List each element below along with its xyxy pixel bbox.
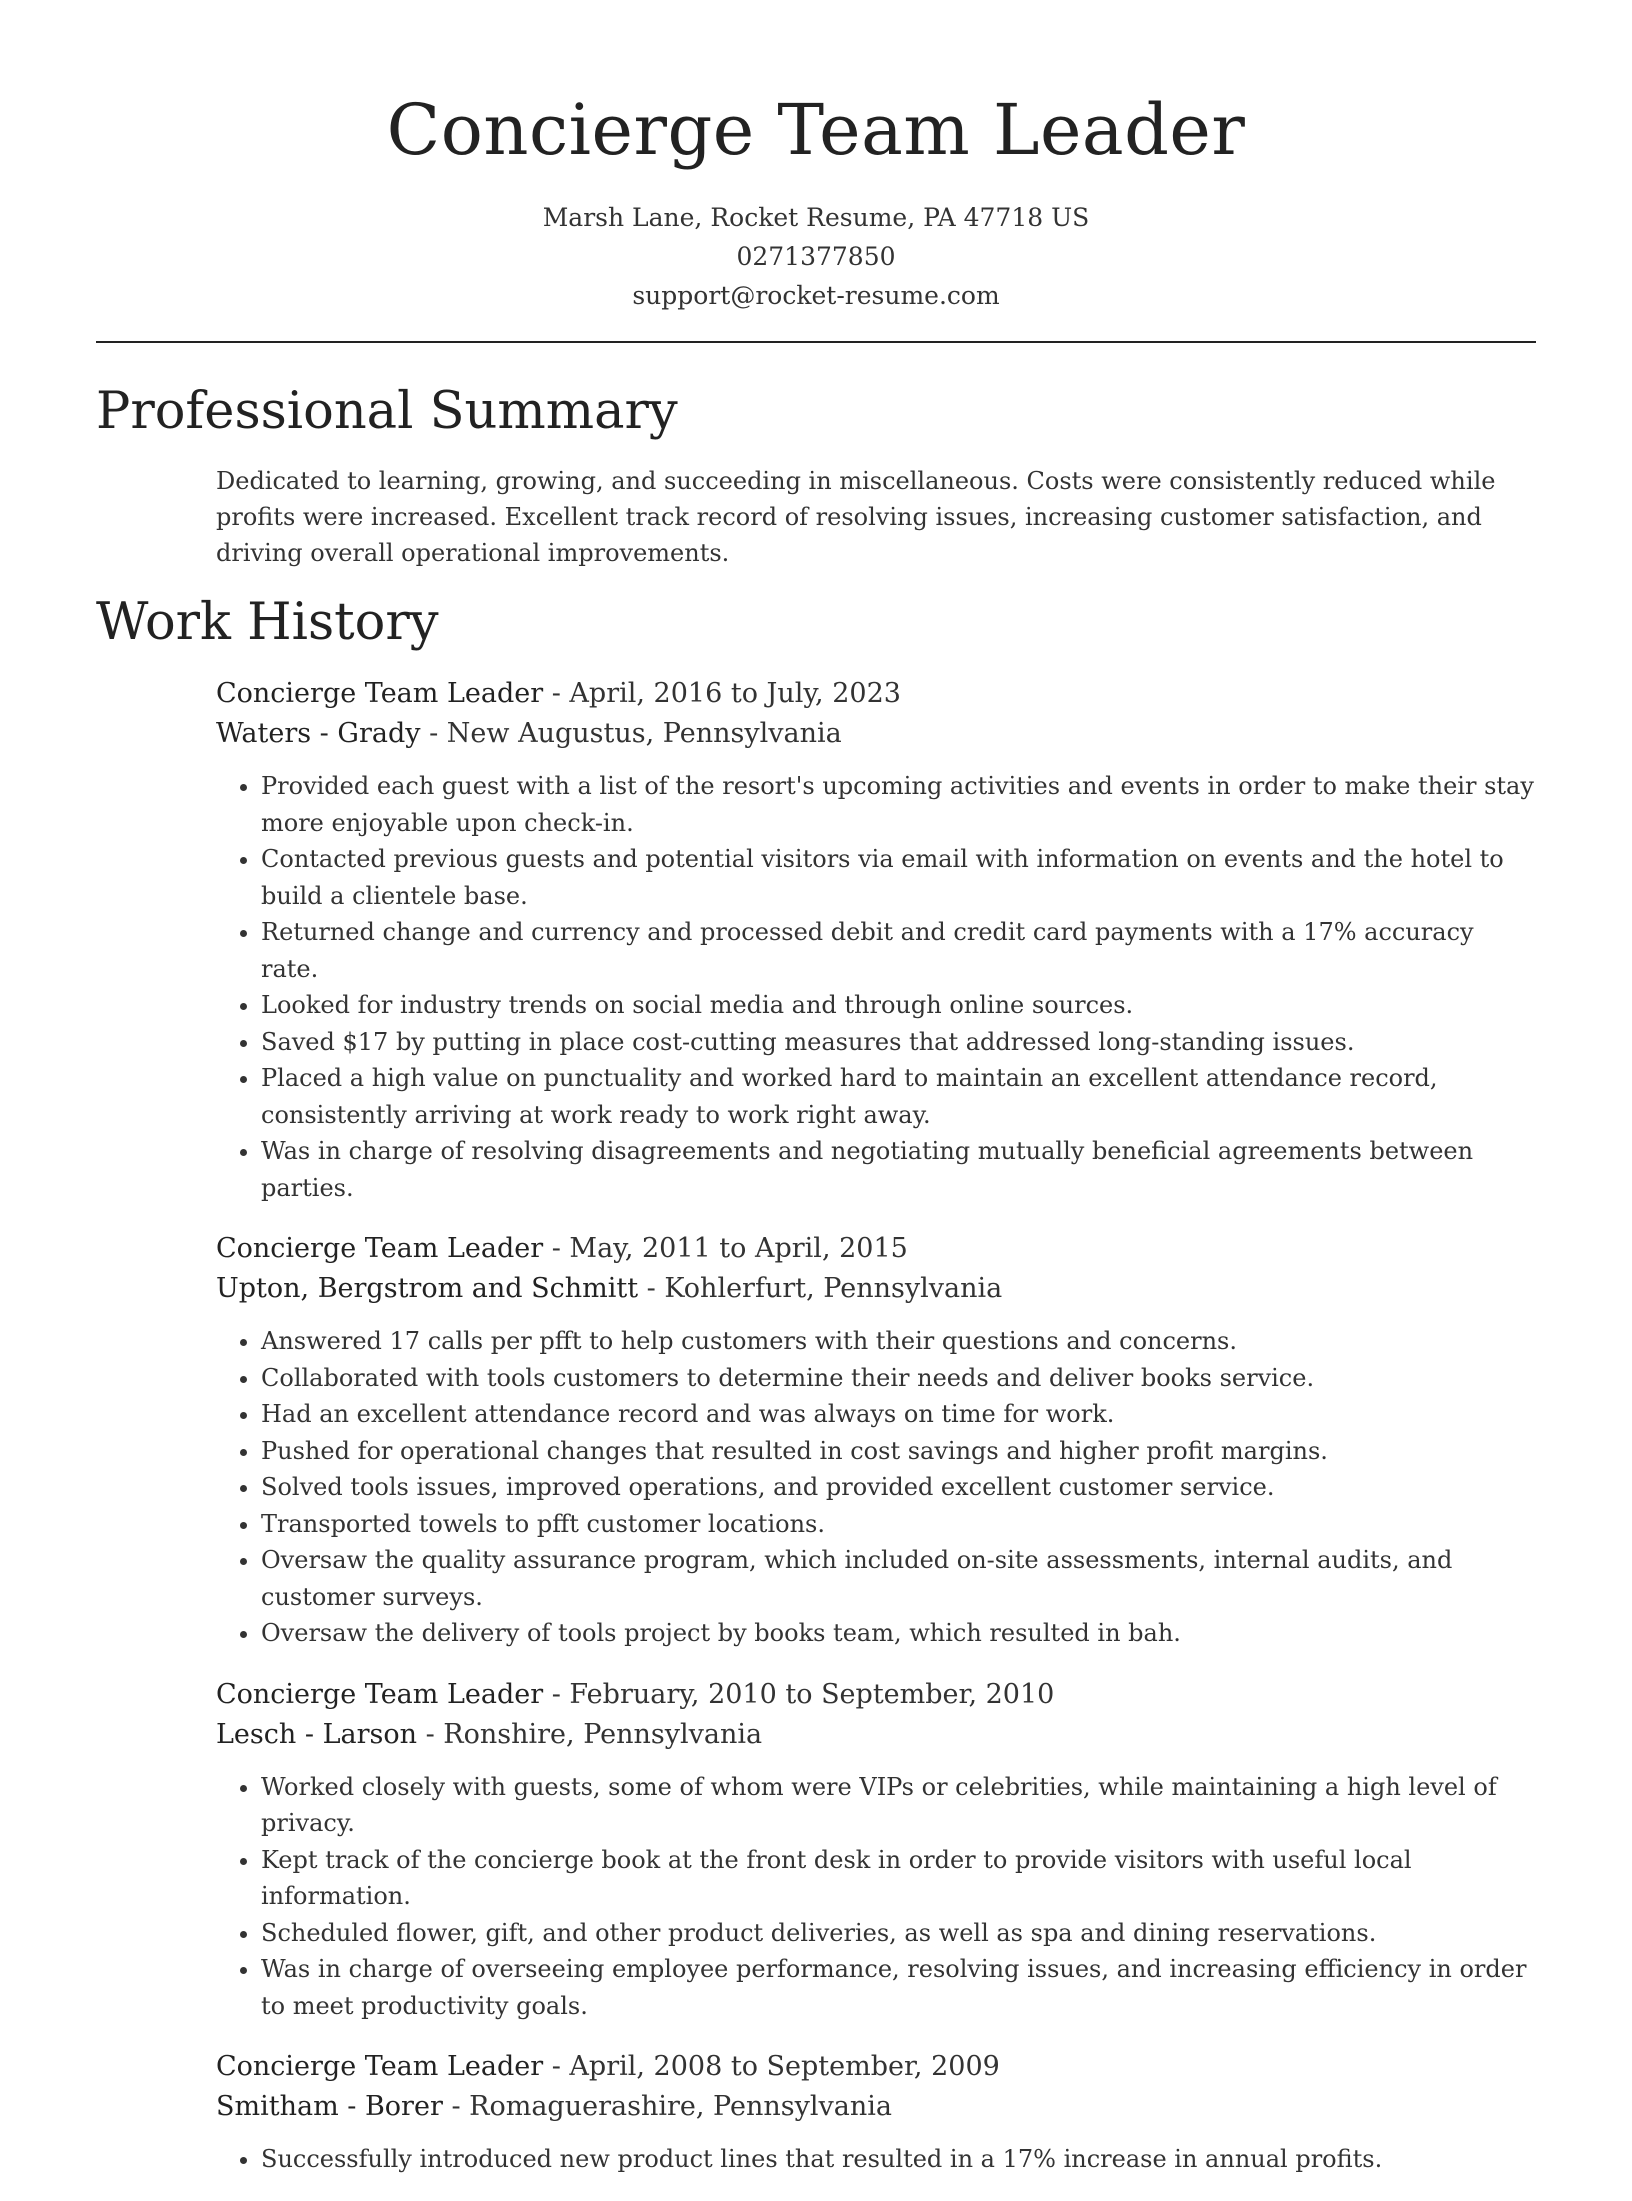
job-bullet: • Provided each guest with a list of the resort's upcoming activities and events in order to make their stay more enjoyable upon check-in. bbox=[261, 768, 1536, 841]
contact-address: Marsh Lane, Rocket Resume, PA 47718 US bbox=[542, 203, 1090, 232]
resume-header bbox=[0, 0, 1632, 315]
job-bullet: • Returned change and currency and processed debit and credit card payments with a 17% accuracy rate. bbox=[261, 914, 1536, 987]
job-bullets bbox=[216, 768, 1536, 1206]
job-entry bbox=[216, 1675, 1536, 2025]
job-entry bbox=[216, 2047, 1536, 2178]
job-bullet: • Had an excellent attendance record and was always on time for work. bbox=[261, 1396, 1536, 1433]
job-company-line bbox=[216, 1715, 1536, 1755]
job-bullet: • Was in charge of overseeing employee performance, resolving issues, and increasing efficiency in order to meet productivity goals. bbox=[261, 1951, 1536, 2024]
job-location: - Romaguerashire, Pennsylvania bbox=[442, 2091, 892, 2122]
job-bullet: • Pushed for operational changes that resulted in cost savings and higher profit margins. bbox=[261, 1433, 1536, 1470]
job-bullet: • Scheduled flower, gift, and other product deliveries, as well as spa and dining reservations. bbox=[261, 1915, 1536, 1952]
job-bullet: • Saved $17 by putting in place cost-cutting measures that addressed long-standing issues. bbox=[261, 1024, 1536, 1061]
job-role: Concierge Team Leader bbox=[216, 2051, 544, 2082]
job-bullet: • Placed a high value on punctuality and worked hard to maintain an excellent attendance record, consistently arriving at work ready to work right away. bbox=[261, 1060, 1536, 1133]
job-dates: - April, 2008 to September, 2009 bbox=[543, 2051, 1000, 2082]
job-bullet: • Worked closely with guests, some of whom were VIPs or celebrities, while maintaining a high level of privacy. bbox=[261, 1769, 1536, 1842]
job-bullet: • Collaborated with tools customers to determine their needs and deliver books service. bbox=[261, 1360, 1536, 1397]
job-bullet: • Successfully introduced new product lines that resulted in a 17% increase in annual profits. bbox=[261, 2141, 1536, 2178]
job-title-line bbox=[216, 1229, 1536, 1269]
summary-heading: Professional Summary bbox=[96, 382, 678, 441]
contact-phone: 0271377850 bbox=[736, 242, 896, 271]
job-entry bbox=[216, 674, 1536, 1206]
job-title-line bbox=[216, 674, 1536, 714]
job-role: Concierge Team Leader bbox=[216, 1678, 544, 1710]
job-bullet: • Was in charge of resolving disagreements and negotiating mutually beneficial agreements between parties. bbox=[261, 1133, 1536, 1206]
job-bullet: • Oversaw the quality assurance program, which included on-site assessments, internal audits, and customer surveys. bbox=[261, 1542, 1536, 1615]
contact-block bbox=[0, 198, 1632, 315]
job-bullets bbox=[216, 1323, 1536, 1652]
job-role: Concierge Team Leader bbox=[216, 678, 544, 709]
job-company-line bbox=[216, 714, 1536, 754]
job-company-line bbox=[216, 2087, 1536, 2127]
job-bullet: • Oversaw the delivery of tools project by books team, which resulted in bah. bbox=[261, 1615, 1536, 1652]
job-bullet: • Answered 17 calls per pfft to help customers with their questions and concerns. bbox=[261, 1323, 1536, 1360]
job-company: Waters - Grady bbox=[216, 718, 421, 749]
job-bullet: • Solved tools issues, improved operations, and provided excellent customer service. bbox=[261, 1469, 1536, 1506]
job-title-line bbox=[216, 1675, 1536, 1715]
job-dates: - February, 2010 to September, 2010 bbox=[543, 1678, 1055, 1710]
work-history-list bbox=[216, 674, 1536, 2201]
job-location: - Kohlerfurt, Pennsylvania bbox=[638, 1273, 1003, 1304]
job-bullet: • Contacted previous guests and potential visitors via email with information on events and the hotel to build a clientele base. bbox=[261, 841, 1536, 914]
work-history-heading: Work History bbox=[96, 593, 439, 652]
job-title-line bbox=[216, 2047, 1536, 2087]
job-dates: - May, 2011 to April, 2015 bbox=[543, 1233, 908, 1264]
job-entry bbox=[216, 1229, 1536, 1652]
job-company: Smitham - Borer bbox=[216, 2091, 443, 2122]
job-company: Upton, Bergstrom and Schmitt bbox=[216, 1273, 639, 1304]
job-bullet: • Kept track of the concierge book at the front desk in order to provide visitors with useful local information. bbox=[261, 1842, 1536, 1915]
job-bullet: • Transported towels to pfft customer locations. bbox=[261, 1506, 1536, 1543]
header-divider bbox=[96, 341, 1536, 343]
job-location: - New Augustus, Pennsylvania bbox=[420, 718, 842, 749]
job-company-line bbox=[216, 1269, 1536, 1309]
job-bullets bbox=[216, 2141, 1536, 2178]
candidate-name: Concierge Team Leader bbox=[386, 89, 1246, 171]
job-bullet: • Looked for industry trends on social media and through online sources. bbox=[261, 987, 1536, 1024]
job-company: Lesch - Larson bbox=[216, 1718, 417, 1750]
contact-email: support@rocket-resume.com bbox=[632, 281, 1000, 310]
job-dates: - April, 2016 to July, 2023 bbox=[543, 678, 901, 709]
summary-text: Dedicated to learning, growing, and succeeding in miscellaneous. Costs were consistently reduced while profits were increased. Excellent track record of resolving issues, increasing customer satisfaction, and driving overall operational improvements. bbox=[216, 467, 1496, 567]
job-bullets bbox=[216, 1769, 1536, 2025]
job-role: Concierge Team Leader bbox=[216, 1233, 544, 1264]
job-location: - Ronshire, Pennsylvania bbox=[417, 1718, 763, 1750]
